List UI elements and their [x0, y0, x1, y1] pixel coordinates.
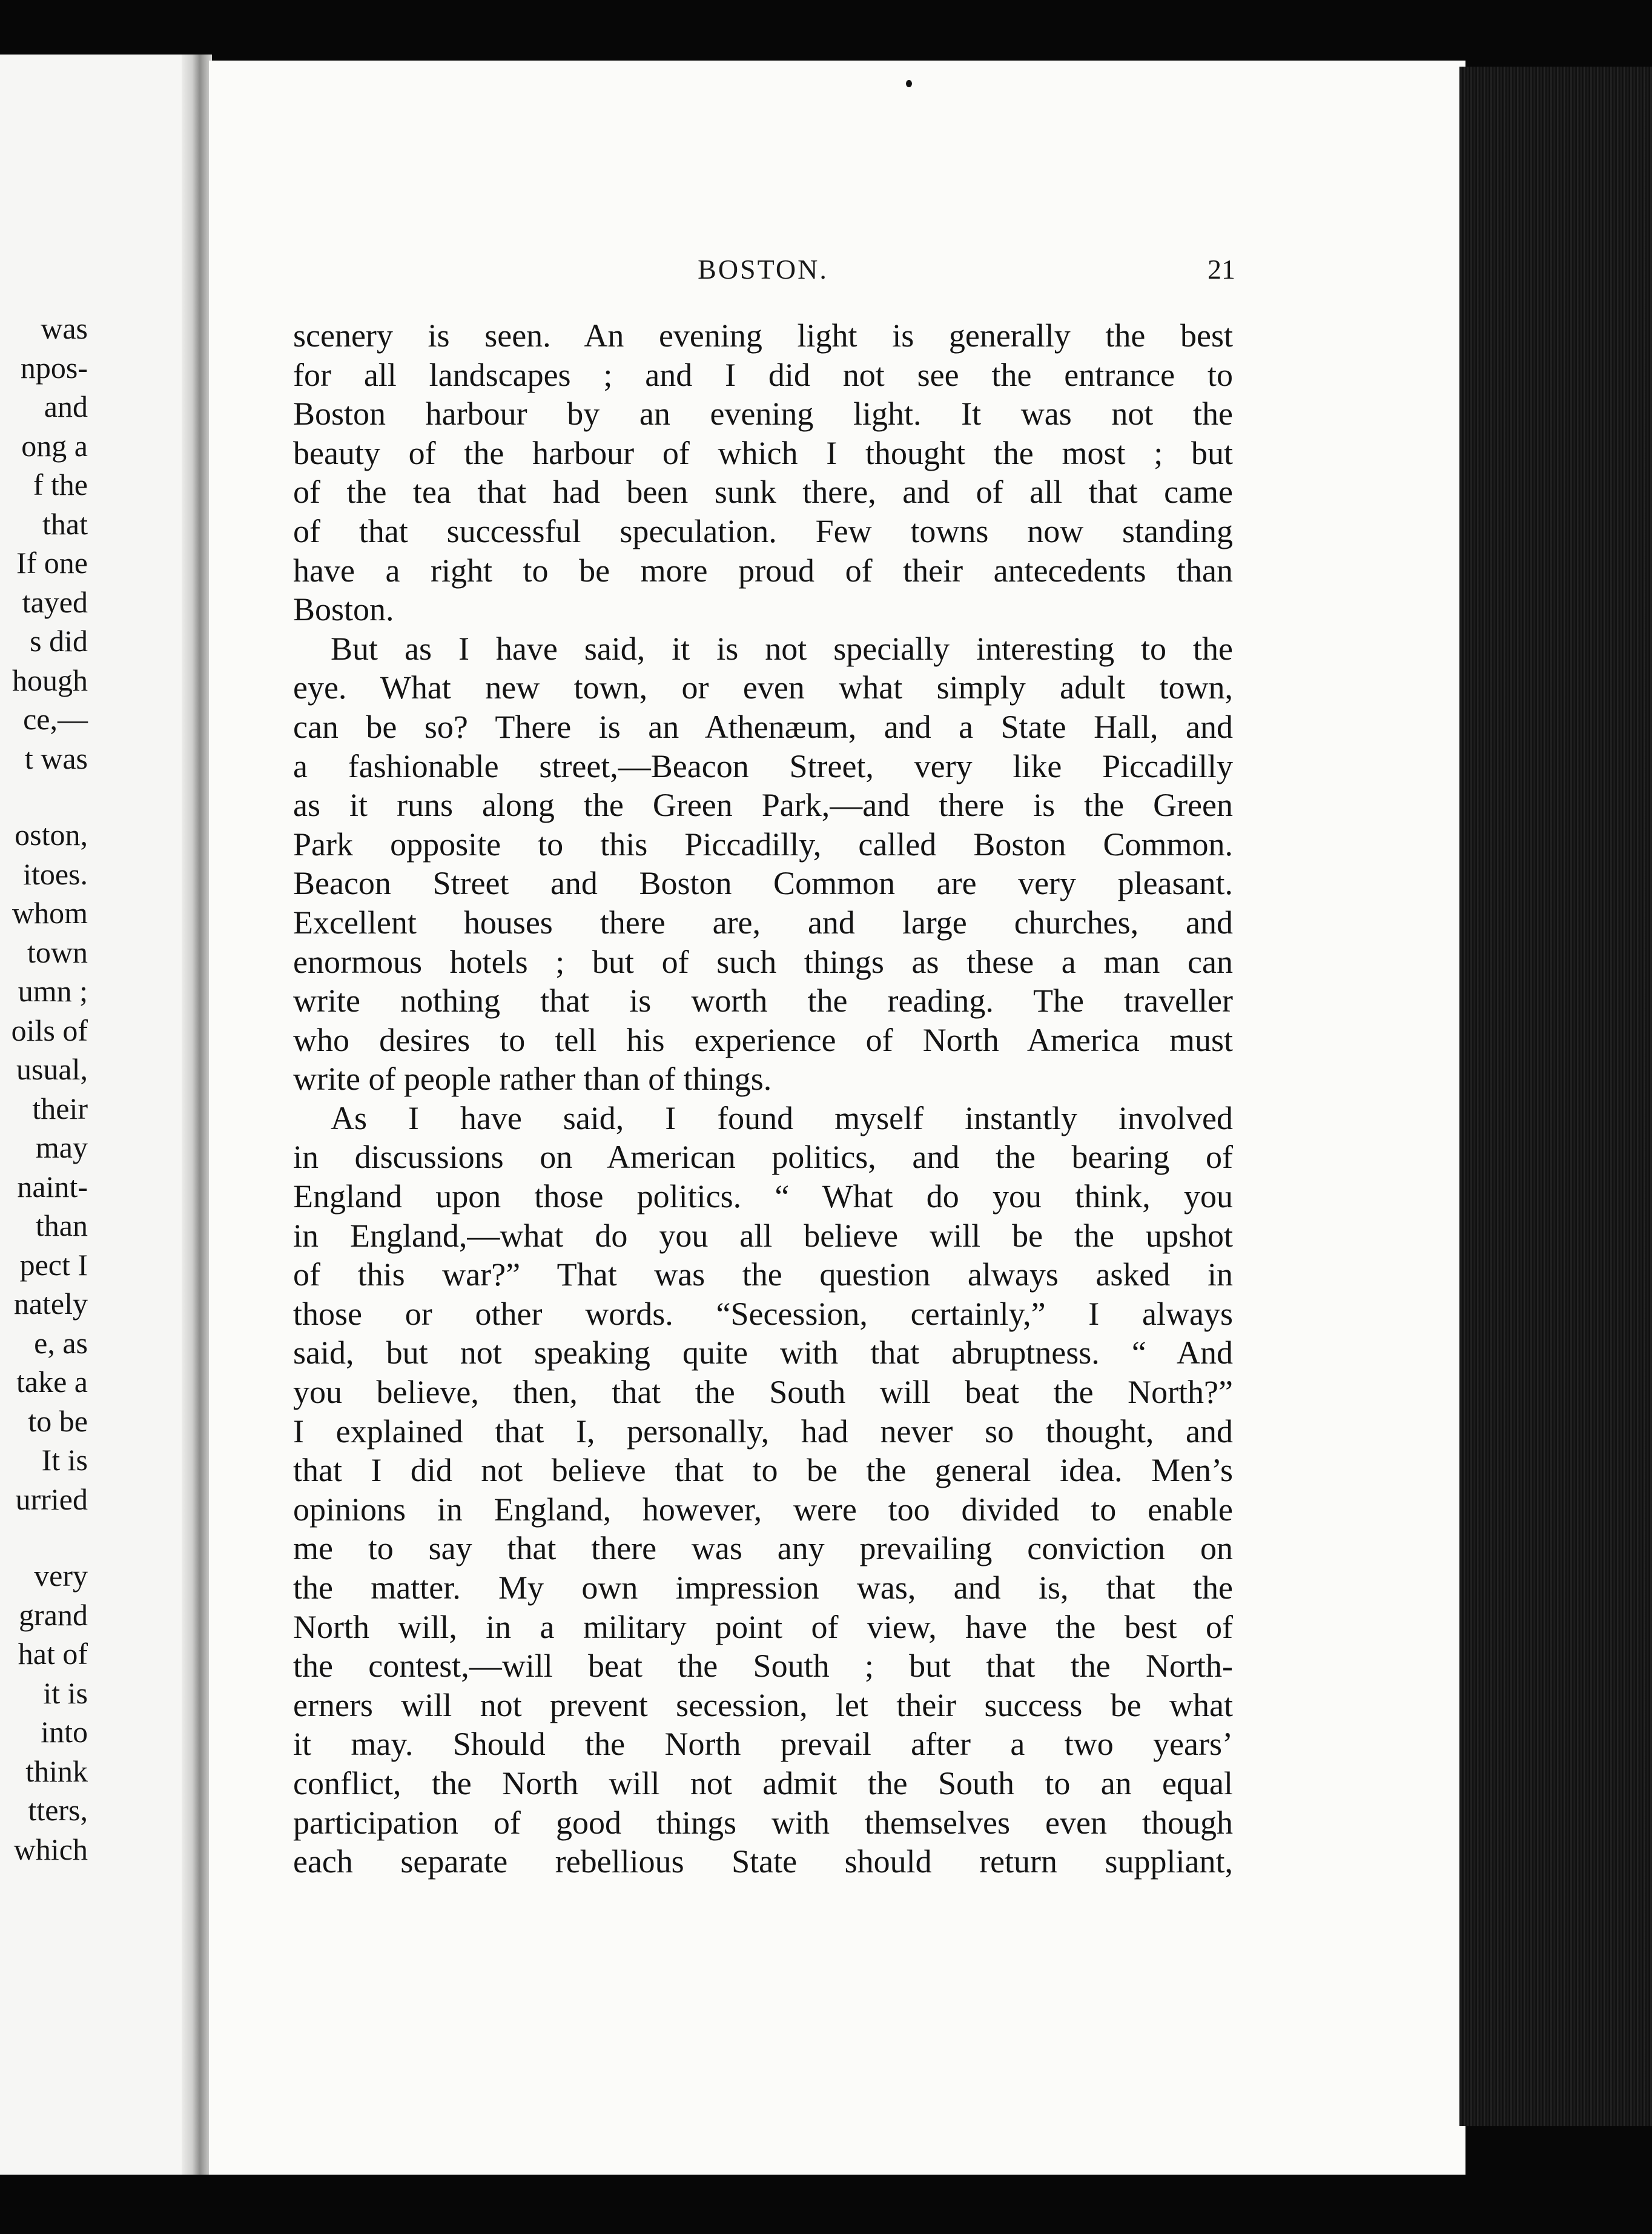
left-page-line: very [34, 1559, 88, 1593]
running-head [291, 253, 1235, 296]
text-line: participation of good things with themselves even though [293, 1804, 1233, 1841]
left-page-line: If one [16, 546, 88, 580]
left-page-line: pect I [19, 1247, 88, 1282]
text-line: each separate rebellious State should return suppliant, [293, 1843, 1233, 1880]
left-page-line: to be [28, 1404, 88, 1438]
text-line: enormous hotels ; but of such things as these a man can [293, 943, 1233, 980]
left-page-line: s did [30, 624, 88, 658]
text-line: in discussions on American politics, and the bearing of [293, 1139, 1233, 1176]
left-page-line: e, as [34, 1325, 88, 1360]
text-line: write of people rather than of things. [293, 1061, 772, 1098]
left-page-line: itoes. [23, 857, 88, 891]
left-page-line: which [13, 1832, 88, 1866]
left-page-line: that [42, 506, 88, 541]
text-line: England upon those politics. “ What do you think, you [293, 1178, 1233, 1215]
left-page-line: usual, [16, 1052, 88, 1086]
left-page-line: naint- [17, 1169, 88, 1204]
left-page-line: whom [12, 896, 88, 930]
left-page-line: umn ; [18, 974, 88, 1008]
text-line: of this war?” That was the question always asked in [293, 1256, 1233, 1293]
left-page-line: than [35, 1208, 88, 1242]
text-line: eye. What new town, or even what simply adult town, [293, 669, 1233, 706]
left-page-line: It is [41, 1443, 88, 1477]
running-title: BOSTON. [698, 254, 828, 285]
left-page-line: f the [33, 468, 88, 502]
text-line: North will, in a military point of view, have the best of [293, 1608, 1233, 1645]
text-line: But as I have said, it is not specially interesting to the [331, 630, 1233, 667]
text-line: that I did not believe that to be the general idea. Men’s [293, 1452, 1233, 1489]
page-number: 21 [1208, 254, 1235, 285]
left-page-gap [0, 1519, 88, 1556]
left-page-line: t was [24, 741, 88, 775]
text-line: a fashionable street,—Beacon Street, very like Piccadilly [293, 747, 1233, 784]
page-edges [1459, 67, 1652, 2126]
text-line: in England,—what do you all believe will be the upshot [293, 1217, 1233, 1254]
text-line: of that successful speculation. Few towns now standing [293, 512, 1233, 549]
book-gutter [182, 55, 212, 2175]
left-page-text-column [0, 309, 88, 1869]
left-page-line: think [25, 1754, 88, 1788]
left-page-line: was [41, 311, 88, 345]
text-line: the matter. My own impression was, and is, that the [293, 1569, 1233, 1606]
text-line: as it runs along the Green Park,—and there is the Green [293, 787, 1233, 824]
text-line: you believe, then, that the South will beat the North?” [293, 1374, 1233, 1411]
text-line: erners will not prevent secession, let their success be what [293, 1686, 1233, 1723]
left-page-line: ong a [21, 428, 88, 463]
text-line: scenery is seen. An evening light is generally the best [293, 317, 1233, 354]
text-line: Excellent houses there are, and large churches, and [293, 904, 1233, 941]
left-page-line: oils of [11, 1013, 88, 1047]
ink-speck [906, 80, 912, 87]
left-page-line: urried [15, 1482, 88, 1516]
left-page-line: and [44, 389, 88, 423]
left-page-line: grand [19, 1597, 88, 1632]
left-page-line: hough [12, 663, 88, 697]
text-line: those or other words. “Secession, certainly,” I always [293, 1295, 1233, 1332]
text-line: me to say that there was any prevailing conviction on [293, 1530, 1233, 1567]
text-line: opinions in England, however, were too divided to enable [293, 1491, 1233, 1528]
left-page-line: npos- [20, 350, 88, 385]
text-line: have a right to be more proud of their antecedents than [293, 552, 1233, 589]
text-line: the contest,—will beat the South ; but that the North- [293, 1648, 1233, 1685]
left-page-line: nately [13, 1287, 88, 1321]
text-line: Beacon Street and Boston Common are very pleasant. [293, 865, 1233, 902]
left-page-line: take a [16, 1365, 88, 1399]
text-line: said, but not speaking quite with that abruptness. “ And [293, 1334, 1233, 1371]
left-page-line: may [35, 1130, 88, 1164]
left-page-line: tayed [22, 585, 88, 619]
left-page-gap [0, 778, 88, 815]
left-page [0, 55, 191, 2175]
text-line: write nothing that is worth the reading. The traveller [293, 983, 1233, 1019]
text-line: of the tea that had been sunk there, and of all that came [293, 474, 1233, 511]
text-line: for all landscapes ; and I did not see the entrance to [293, 356, 1233, 393]
left-page-line: town [27, 935, 88, 969]
left-page-line: ce,— [23, 702, 88, 736]
text-line: can be so? There is an Athenæum, and a State Hall, and [293, 708, 1233, 745]
left-page-line: into [41, 1715, 88, 1749]
text-line: it may. Should the North prevail after a two years’ [293, 1726, 1233, 1763]
text-line: I explained that I, personally, had never so thought, and [293, 1413, 1233, 1450]
body-text [293, 316, 1233, 1881]
text-line: who desires to tell his experience of North America must [293, 1021, 1233, 1058]
text-line: beauty of the harbour of which I thought the most ; but [293, 434, 1233, 471]
text-line: As I have said, I found myself instantly involved [331, 1099, 1233, 1136]
left-page-line: hat of [18, 1637, 88, 1671]
text-line: conflict, the North will not admit the South to an equal [293, 1765, 1233, 1801]
text-line: Boston harbour by an evening light. It was not the [293, 396, 1233, 433]
text-line: Park opposite to this Piccadilly, called Boston Common. [293, 826, 1233, 863]
text-line: Boston. [293, 591, 394, 628]
left-page-line: oston, [15, 818, 88, 852]
left-page-line: tters, [28, 1793, 88, 1827]
left-page-line: it is [43, 1676, 88, 1710]
left-page-line: their [32, 1091, 88, 1125]
